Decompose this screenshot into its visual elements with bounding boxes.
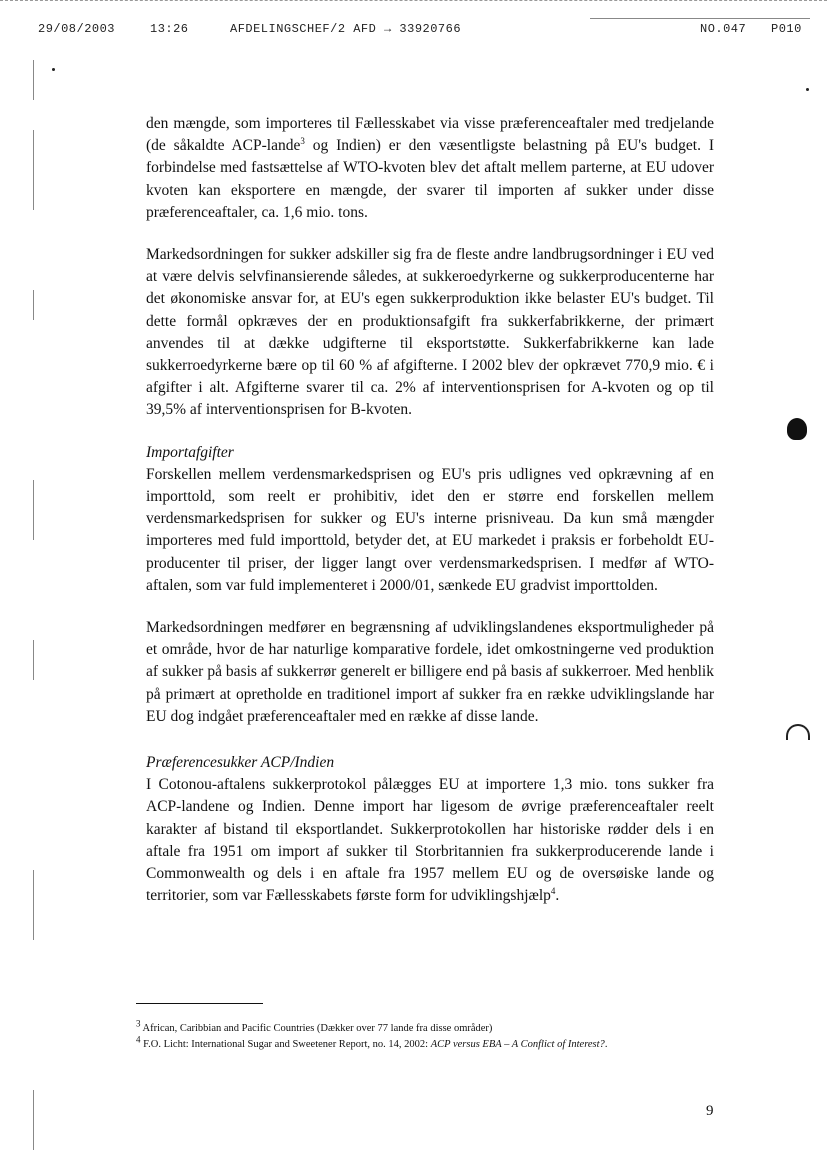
fax-date: 29/08/2003 — [38, 22, 116, 36]
fax-sender: AFDELINGSCHEF/2 AFD → 33920766 — [230, 22, 462, 36]
footnote-ref: 4 — [550, 886, 556, 897]
page-number: 9 — [706, 1103, 714, 1119]
scan-edge-mark — [33, 870, 34, 940]
punch-hole-arc — [786, 724, 810, 740]
fax-top-border — [0, 0, 827, 4]
footnote-separator — [136, 1003, 263, 1004]
scan-edge-mark — [33, 130, 34, 210]
fax-number: NO.047 — [700, 22, 747, 36]
paragraph-text: . — [555, 887, 560, 905]
paragraph-text: den mængde, som importeres til Fællesskabet via visse præferenceaftaler med tredjelande (de såkaldte ACP-lande — [146, 115, 714, 155]
document-body — [146, 113, 714, 928]
footnote-mark: 3 — [136, 1018, 141, 1029]
scan-edge-mark — [33, 60, 34, 100]
scan-edge-mark — [33, 290, 34, 320]
footnote-text: . — [604, 1038, 608, 1050]
fax-time: 13:26 — [150, 22, 189, 36]
footnote-text: African, Caribbian and Pacific Countries (Dækker over 77 lande fra disse områder) — [140, 1023, 493, 1034]
paragraph-text: I Cotonou-aftalens sukkerprotokol pålægges EU at importere 1,3 mio. tons sukker fra ACP-landene og Indien. Denne import har ligesom de øvrige præferenceaftaler reelt karakter af bistand til eksportlandet. Sukkerprotokollen har historiske rødder dels i en aftale fra 1951 om import af sukker til Storbritannien fra sukkerproducerende lande i Commonwealth og dels i en aftale fra 1957 mellem EU og de oversøiske lande og territorier, som var Fællesskabets første form for udviklingshjælp — [146, 776, 714, 905]
footnote-mark: 4 — [136, 1034, 141, 1044]
footnote-ref: 3 — [300, 136, 305, 147]
scan-edge-mark — [33, 640, 34, 680]
scan-speck — [52, 68, 55, 71]
scan-edge-mark — [33, 480, 34, 540]
fax-page: P010 — [771, 22, 802, 36]
paragraph — [146, 113, 714, 224]
paragraph — [146, 774, 714, 907]
scan-edge-mark — [33, 1090, 34, 1150]
footnote — [136, 1034, 721, 1052]
paragraph: Forskellen mellem verdensmarkedsprisen og EU's pris udlignes ved opkrævning af en importtold, som reelt er prohibitiv, idet den er større end forskellen mellem verdensmarkedsprisen for sukker og EU's interne prisniveau. Da kun små mængder importeres med fuld importtold, betyder det, at EU markedet i praksis er forbeholdt EU-producenter til priser, der ligger langt over verdensmarkedsprisen. I medfør af WTO-aftalen, som var fuld implementeret i 2000/01, sænkede EU gradvist importtolden. — [146, 465, 714, 594]
fax-header-rule — [590, 18, 810, 19]
footnote — [136, 1018, 721, 1036]
punch-hole — [787, 418, 807, 440]
section-heading: Importafgifter — [146, 443, 234, 461]
paragraph: Markedsordningen for sukker adskiller sig fra de fleste andre landbrugsordninger i EU ved at være delvis selvfinansierende således, at sukkeroedyrkerne og sukkerproducenterne har det økonomiske ansvar for, at EU's egen sukkerproduktion ikke belaster EU's budget. Til dette formål opkræves der en produktionsafgift fra sukkerfabrikkerne, der primært anvendes til at dække udgifterne til eksportstøtte. Sukkerfabrikkerne kan lade sukkerroedyrkerne bære op til 60 % af afgifterne. I 2002 blev der opkrævet 770,9 mio. € i afgifter i alt. Afgifterne svarer til ca. 2% af interventionsprisen for A-kvoten og op til 39,5% af interventionsprisen for B-kvoten. — [146, 246, 714, 419]
footnote-title: ACP versus EBA – A Conflict of Interest? — [430, 1038, 605, 1050]
paragraph-text: og Indien) er den væsentligste belastning på EU's budget. I forbindelse med fastsættelse af WTO-kvoten blev det aftalt mellem parterne, at EU udover kvoten kan eksportere en mængde, der svarer til importen af sukker under disse præferenceaftaler, ca. 1,6 mio. tons. — [146, 137, 714, 221]
section-heading: Præferencesukker ACP/Indien — [146, 754, 335, 772]
scan-speck — [806, 88, 809, 91]
paragraph: Markedsordningen medfører en begrænsning af udviklingslandenes eksportmuligheder på et område, hvor de har naturlige komparative fordele, idet omkostningerne ved produktion af sukker på basis af sukkerrør generelt er billigere end på basis af sukkerroer. Med henblik på primært at opretholde en traditionel import af sukker fra en række udviklingslande har EU dog indgået præferenceaftaler med en række af disse lande. — [146, 619, 714, 725]
footnotes — [136, 1018, 721, 1053]
fax-header — [38, 22, 818, 40]
footnote-text: F.O. Licht: International Sugar and Sweetener Report, no. 14, 2002: — [140, 1038, 431, 1050]
